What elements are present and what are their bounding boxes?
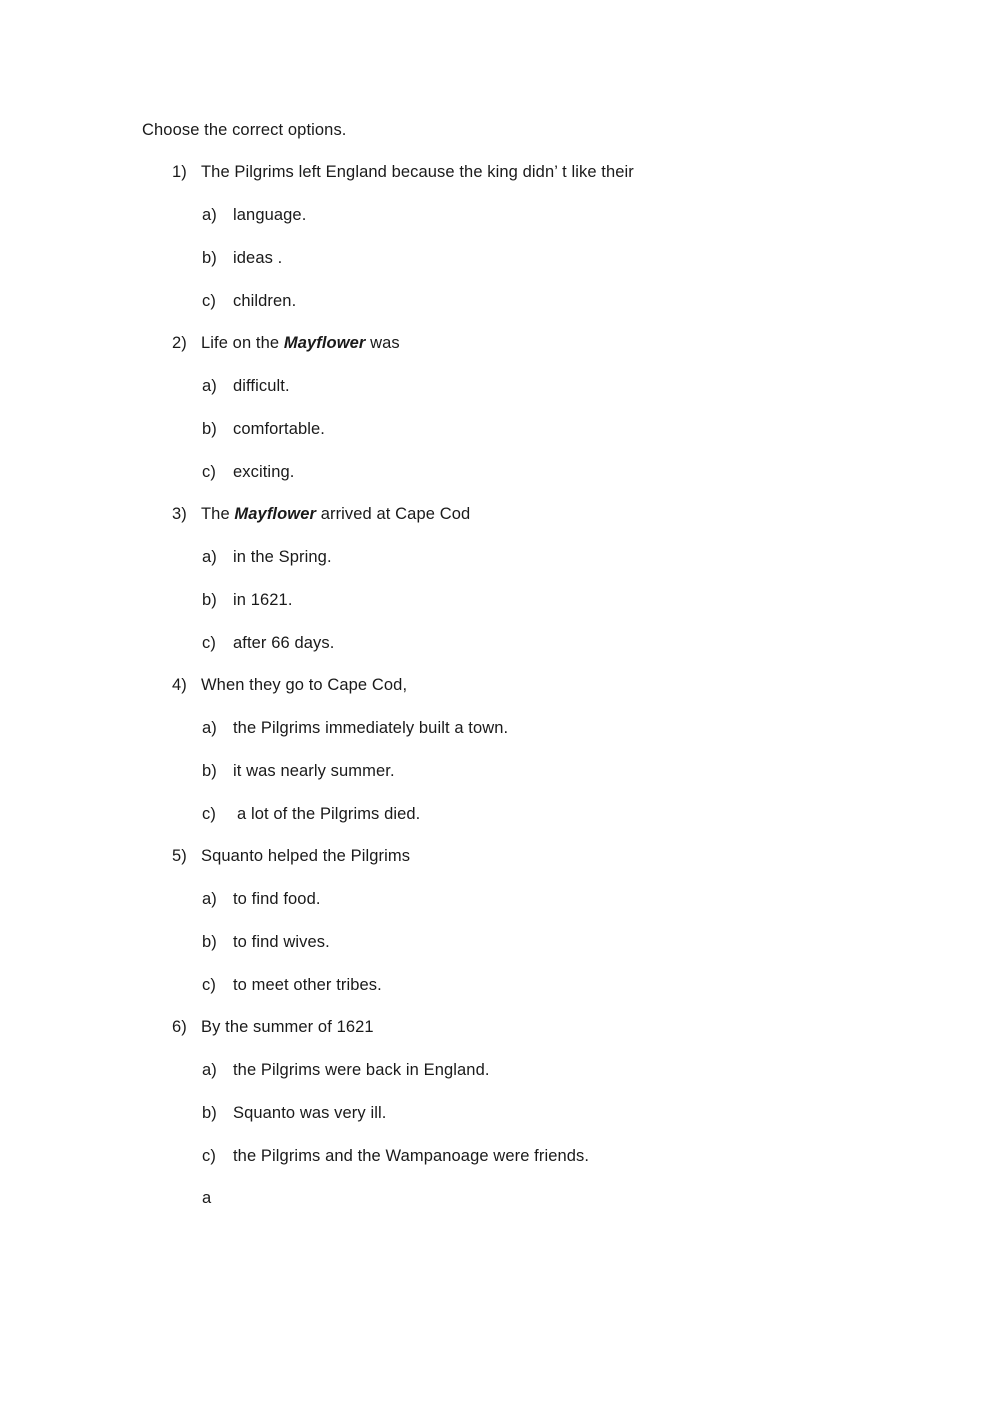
question-number: 3): [172, 505, 187, 523]
option-text[interactable]: to meet other tribes.: [233, 976, 382, 994]
question-text: By the summer of 1621: [201, 1018, 374, 1036]
question-text: Squanto helped the Pilgrims: [201, 847, 411, 865]
option-letter: b): [202, 762, 217, 780]
option-text[interactable]: a lot of the Pilgrims died.: [237, 805, 421, 823]
option-text[interactable]: language.: [233, 206, 307, 224]
option-text[interactable]: comfortable.: [233, 420, 325, 438]
option-letter: c): [202, 634, 216, 652]
option-text[interactable]: the Pilgrims and the Wampanoage were friends.: [233, 1147, 590, 1165]
option-letter: a): [202, 377, 217, 395]
question-number: 5): [172, 847, 187, 865]
instruction-text: Choose the correct options.: [142, 121, 347, 139]
option-text[interactable]: difficult.: [233, 377, 290, 395]
option-letter: a): [202, 890, 217, 908]
option-letter: a): [202, 1061, 217, 1079]
option-letter: c): [202, 463, 216, 481]
option-text[interactable]: children.: [233, 292, 297, 310]
trailing-mark: a: [202, 1189, 212, 1207]
option-text[interactable]: to find wives.: [233, 933, 330, 951]
option-letter: b): [202, 1104, 217, 1122]
question-number: 1): [172, 163, 187, 181]
option-text[interactable]: Squanto was very ill.: [233, 1104, 387, 1122]
option-text[interactable]: ideas .: [233, 249, 283, 267]
option-text[interactable]: it was nearly summer.: [233, 762, 395, 780]
option-letter: b): [202, 420, 217, 438]
option-letter: c): [202, 292, 216, 310]
option-text[interactable]: after 66 days.: [233, 634, 335, 652]
option-letter: c): [202, 805, 216, 823]
question-text: The Mayflower arrived at Cape Cod: [201, 505, 471, 523]
question-text: When they go to Cape Cod,: [201, 676, 408, 694]
option-text[interactable]: in the Spring.: [233, 548, 332, 566]
option-text[interactable]: exciting.: [233, 463, 295, 481]
option-letter: c): [202, 976, 216, 994]
option-letter: a): [202, 206, 217, 224]
question-number: 6): [172, 1018, 187, 1036]
option-text[interactable]: to find food.: [233, 890, 321, 908]
option-letter: b): [202, 933, 217, 951]
option-letter: c): [202, 1147, 216, 1165]
question-text: Life on the Mayflower was: [201, 334, 400, 352]
option-text[interactable]: the Pilgrims were back in England.: [233, 1061, 490, 1079]
question-number: 2): [172, 334, 187, 352]
option-letter: a): [202, 719, 217, 737]
option-text[interactable]: the Pilgrims immediately built a town.: [233, 719, 509, 737]
question-number: 4): [172, 676, 187, 694]
option-letter: b): [202, 249, 217, 267]
question-text: The Pilgrims left England because the king didn’ t like their: [201, 163, 634, 181]
option-text[interactable]: in 1621.: [233, 591, 293, 609]
option-letter: a): [202, 548, 217, 566]
option-letter: b): [202, 591, 217, 609]
